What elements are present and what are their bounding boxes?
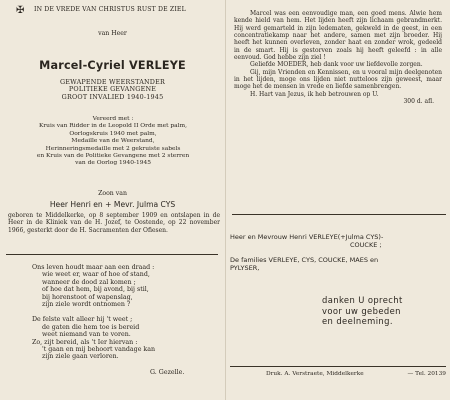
- from-line: COUCKE ;: [350, 241, 382, 250]
- poem-line: de gaten die hem toe is bereid: [42, 323, 140, 331]
- printer-tel: — Tel. 20139: [407, 371, 446, 377]
- honors-line: Herinneringsmedaille met 2 gekruiste sabels: [45, 145, 181, 152]
- poem-line: wanneer de dood zal komen ;: [42, 278, 136, 286]
- poem-line: wie weet er, waar of hoe of stand,: [42, 271, 150, 279]
- tribute-paragraph: Marcel was een eenvoudige man, een goed mens. Alwie hem kende hield van hem. Het lijden heeft zijn lichaam gebrandmerkt. Hij werd gemarteld in zijn ledematen, gekweld in de geest, in een concentratiekamp naar het andere, samen met zijn broeder. Hij heeft het kunnen overleven, zonder haat en zonder wrok, gedeeld in de smart. Hij is gestorven zoals hij heeft geleefd : in alle eenvoud. God hebbe zijn ziel !: [234, 10, 442, 62]
- divider: [6, 254, 218, 255]
- title-line: POLITIEKE GEVANGENE: [68, 85, 157, 94]
- titles-block: [0, 79, 225, 101]
- son-of-text: Zoon van: [98, 190, 127, 197]
- poem-line: Zo, zijt bereid, als 't Ier hiervan :: [32, 338, 138, 346]
- thanks-message: [322, 295, 446, 327]
- poem-line: of hoe dat hem, bij avond, bij stil,: [42, 286, 149, 294]
- poem-line: weet niemand van te voren.: [42, 331, 131, 339]
- poem-line: 't gaan en mij behoort vandage kan: [42, 346, 156, 354]
- thanks-line: danken U oprecht: [322, 295, 403, 305]
- tribute-text: [234, 10, 442, 105]
- poem-line: zijn ziele wordt ontnomen ?: [42, 301, 131, 309]
- honors-block: [6, 116, 220, 168]
- honors-line: Medaille van de Weerstand,: [71, 138, 155, 145]
- bio-text: geboren te Middelkerke, op 8 september 1909 en ontslapen in de Heer in de Kliniek van de H. Jozef, te Oostende, op 22 november 1966, gesterkt door de H. Sacramenten der Ofiesen.: [8, 212, 220, 234]
- poem-line: zijn ziele gaan verloren.: [42, 353, 119, 361]
- thanks-line: voor uw gebeden: [322, 305, 401, 316]
- right-page: [226, 0, 450, 400]
- title-line: GEWAPENDE WEERSTANDER: [59, 78, 166, 86]
- thanks-from: [230, 233, 444, 273]
- honors-line: en Kruis van de Politieke Gevangene met 2 sterren: [36, 153, 190, 160]
- header-text: IN DE VREDE VAN CHRISTUS RUST DE ZIEL: [34, 6, 186, 13]
- poem-line: bij horenstoot of wapenslag,: [42, 293, 133, 301]
- printer-name: Druk. A. Verstraete, Middelkerke: [266, 371, 364, 377]
- parents-text: Heer Henri en + Mevr. Julma CYS: [49, 200, 176, 209]
- tribute-paragraph: Geliefde MOEDER, heb dank voor uw liefdevolle zorgen.: [250, 61, 423, 69]
- cross-icon: ✠: [16, 5, 25, 16]
- poem-author: G. Gezelle.: [150, 369, 185, 376]
- from-line: PYLYSER,: [230, 264, 260, 273]
- title-line: GROOT INVALIED 1940-1945: [61, 92, 164, 101]
- van-heer-text: van Heer: [98, 30, 127, 37]
- honors-line: van de Oorlog 1940-1945: [75, 160, 151, 167]
- thanks-line: en deelneming.: [322, 316, 393, 327]
- from-line: Heer en Mevrouw Henri VERLEYE(+Julma CYS)-: [230, 233, 384, 241]
- divider: [232, 214, 446, 215]
- honors-line: Kruis van Ridder in de Leopold II Orde met palm,: [38, 123, 188, 130]
- printer-line: [266, 371, 446, 377]
- honors-line: Vereerd met :: [92, 116, 134, 122]
- poem-stanza: [32, 316, 202, 360]
- honors-line: Oorlogskruis 1940 met palm,: [69, 130, 157, 137]
- tribute-paragraph: Gij, mijn Vrienden en Kennissen, en u vooral mijn deelgenoten in het lijden, moge ons lijden niet nutteloos zijn geweest, maar moge het de mensen in vrede en liefde samenbrengen.: [234, 68, 442, 91]
- divider: [230, 366, 446, 367]
- poem: [32, 264, 202, 369]
- tribute-paragraph: H. Hart van Jezus, ik heb betrouwen op U.: [250, 90, 379, 98]
- from-line: De families VERLEYE, CYS, COUCKE, MAES en: [230, 255, 379, 264]
- poem-line: De felste valt alleer hij 't weet ;: [32, 316, 133, 324]
- deceased-name: Marcel-Cyriel VERLEYE: [39, 59, 186, 72]
- poem-stanza: [32, 264, 202, 308]
- indulgence-text: 300 d. afl.: [403, 98, 434, 106]
- poem-line: Ons leven houdt maar aan een draad :: [32, 264, 155, 271]
